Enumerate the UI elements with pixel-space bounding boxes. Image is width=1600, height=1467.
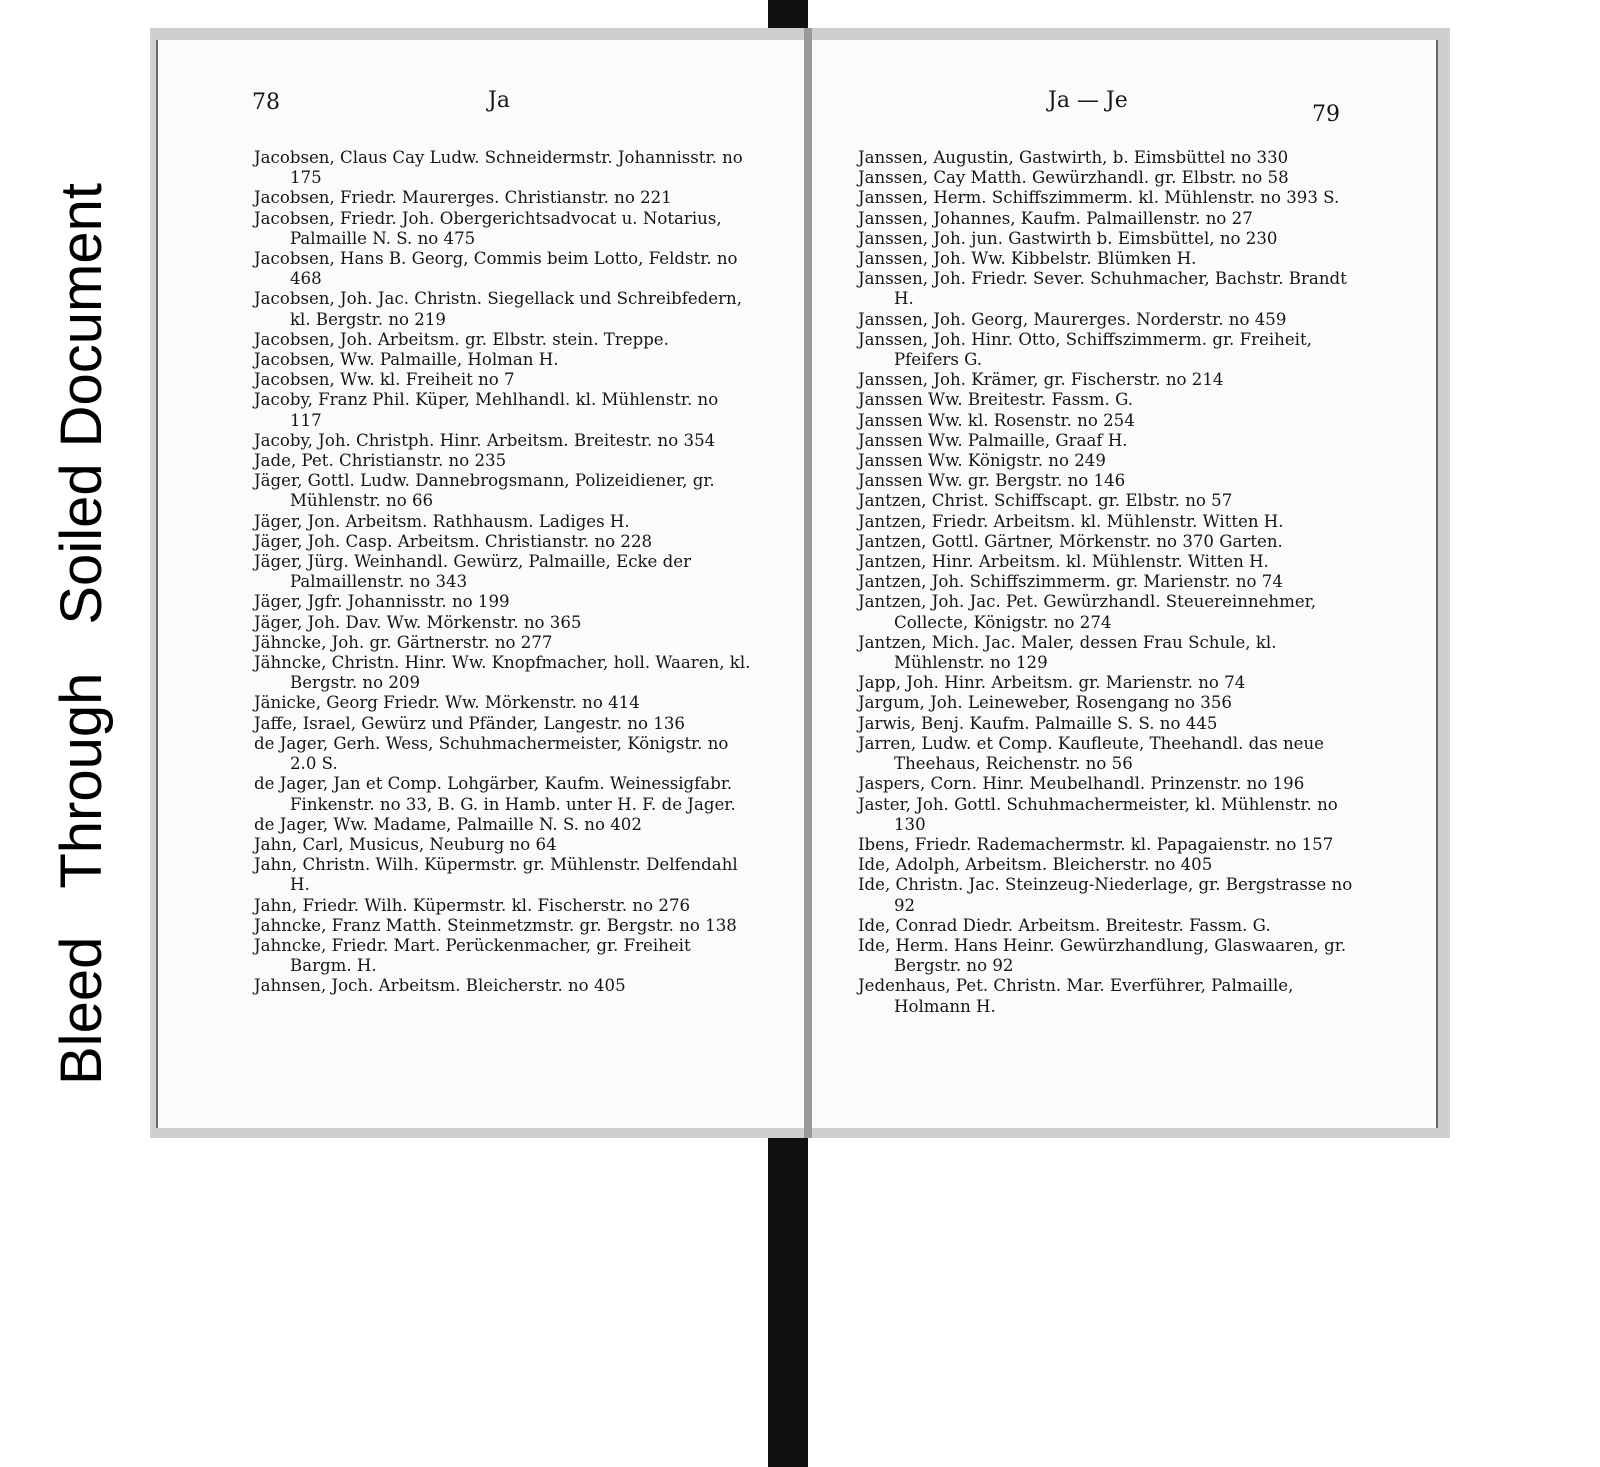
directory-entry: Janssen, Joh. Georg, Maurerges. Norderstr. no 459: [858, 309, 1287, 329]
directory-entry: de Jager, Gerh. Wess, Schuhmachermeister, Königstr. no 2.0 S.: [254, 733, 729, 774]
directory-entry: Janssen Ww. Breitestr. Fassm. G.: [858, 390, 1134, 410]
directory-entry: Jacobsen, Joh. Arbeitsm. gr. Elbstr. stein. Treppe.: [254, 329, 669, 349]
directory-entry: Jacobsen, Hans B. Georg, Commis beim Lotto, Feldstr. no 468: [254, 249, 738, 289]
directory-entry: Jarren, Ludw. et Comp. Kaufleute, Theehandl. das neue Theehaus, Reichenstr. no 56: [858, 733, 1324, 774]
side-label: [49, 85, 114, 1085]
directory-entry: Janssen, Herm. Schiffszimmerm. kl. Mühlenstr. no 393 S.: [858, 188, 1340, 208]
directory-entry: Jacobsen, Ww. Palmaille, Holman H.: [254, 350, 559, 370]
directory-entry: Janssen Ww. kl. Rosenstr. no 254: [858, 410, 1135, 430]
right-page: [812, 40, 1438, 1128]
directory-entry: Jaspers, Corn. Hinr. Meubelhandl. Prinzenstr. no 196: [858, 774, 1305, 794]
directory-entry: Janssen, Augustin, Gastwirth, b. Eimsbüttel no 330: [858, 148, 1289, 167]
page-number: 79: [1312, 102, 1340, 127]
directory-entry: de Jager, Jan et Comp. Lohgärber, Kaufm. Weinessigfabr. Finkenstr. no 33, B. G. in Hamb. unter H. F. de Jager.: [254, 774, 736, 814]
directory-entry: Jäger, Joh. Casp. Arbeitsm. Christianstr. no 228: [254, 531, 653, 551]
directory-entry: Jahn, Christn. Wilh. Küpermstr. gr. Mühlenstr. Delfendahl H.: [254, 855, 738, 895]
directory-entry: Ide, Adolph, Arbeitsm. Bleicherstr. no 405: [858, 855, 1213, 875]
directory-entry: Jähncke, Christn. Hinr. Ww. Knopfmacher, holl. Waaren, kl. Bergstr. no 209: [254, 653, 751, 693]
directory-entry: Jähncke, Joh. gr. Gärtnerstr. no 277: [254, 632, 553, 652]
entry-list: [254, 148, 754, 997]
entry-list: [858, 148, 1358, 1017]
directory-entry: Jacobsen, Friedr. Joh. Obergerichtsadvocat u. Notarius, Palmaille N. S. no 475: [254, 208, 722, 248]
side-label-word: Soiled: [49, 463, 114, 625]
gutter: [804, 28, 812, 1138]
directory-entry: Jantzen, Hinr. Arbeitsm. kl. Mühlenstr. Witten H.: [858, 552, 1269, 572]
directory-entry: Jedenhaus, Pet. Christn. Mar. Everführer, Palmaille, Holmann H.: [858, 976, 1294, 1016]
directory-entry: Jäger, Jon. Arbeitsm. Rathhausm. Ladiges H.: [254, 511, 630, 531]
page-number: 78: [252, 90, 280, 115]
side-label-word: Bleed: [49, 936, 114, 1085]
running-head: Ja: [488, 88, 510, 113]
running-head: Ja — Je: [1048, 88, 1128, 113]
directory-entry: Janssen Ww. Königstr. no 249: [858, 451, 1106, 471]
directory-entry: Janssen, Joh. Krämer, gr. Fischerstr. no 214: [858, 370, 1224, 390]
directory-entry: Jahn, Friedr. Wilh. Küpermstr. kl. Fischerstr. no 276: [254, 895, 691, 915]
directory-entry: Jargum, Joh. Leineweber, Rosengang no 356: [858, 693, 1232, 713]
directory-entry: Janssen, Joh. Ww. Kibbelstr. Blümken H.: [858, 249, 1197, 269]
side-label-word: Document: [49, 183, 114, 448]
directory-entry: Jahncke, Franz Matth. Steinmetzmstr. gr. Bergstr. no 138: [254, 915, 737, 935]
directory-entry: Jacoby, Joh. Christph. Hinr. Arbeitsm. Breitestr. no 354: [254, 430, 716, 450]
open-book: [150, 28, 1450, 1138]
binding-strip-top: [768, 0, 808, 30]
directory-entry: Jahnsen, Joch. Arbeitsm. Bleicherstr. no 405: [254, 976, 626, 996]
directory-entry: Jantzen, Joh. Jac. Pet. Gewürzhandl. Steuereinnehmer, Collecte, Königstr. no 274: [858, 592, 1317, 632]
directory-entry: Jantzen, Christ. Schiffscapt. gr. Elbstr. no 57: [858, 491, 1233, 511]
directory-entry: Jantzen, Friedr. Arbeitsm. kl. Mühlenstr. Witten H.: [858, 511, 1284, 531]
directory-entry: Jarwis, Benj. Kaufm. Palmaille S. S. no 445: [858, 713, 1218, 733]
directory-entry: Janssen Ww. Palmaille, Graaf H.: [858, 430, 1128, 450]
directory-entry: Ide, Conrad Diedr. Arbeitsm. Breitestr. Fassm. G.: [858, 915, 1271, 935]
directory-entry: Jantzen, Joh. Schiffszimmerm. gr. Marienstr. no 74: [858, 572, 1283, 592]
side-label-word: Through: [49, 672, 114, 889]
directory-entry: Jacobsen, Ww. kl. Freiheit no 7: [254, 370, 515, 390]
binding-strip-bottom: [768, 1138, 808, 1467]
directory-entry: Janssen, Cay Matth. Gewürzhandl. gr. Elbstr. no 58: [858, 168, 1289, 188]
directory-entry: de Jager, Ww. Madame, Palmaille N. S. no 402: [254, 814, 642, 834]
directory-entry: Jaster, Joh. Gottl. Schuhmachermeister, kl. Mühlenstr. no 130: [858, 794, 1338, 834]
directory-entry: Jahn, Carl, Musicus, Neuburg no 64: [254, 834, 557, 854]
directory-entry: Janssen Ww. gr. Bergstr. no 146: [858, 471, 1126, 491]
left-page: [156, 40, 806, 1128]
directory-entry: Jahncke, Friedr. Mart. Perückenmacher, gr. Freiheit Bargm. H.: [254, 935, 691, 976]
directory-entry: Ide, Herm. Hans Heinr. Gewürzhandlung, Glaswaaren, gr. Bergstr. no 92: [858, 935, 1347, 976]
directory-entry: Janssen, Joh. Hinr. Otto, Schiffszimmerm. gr. Freiheit, Pfeifers G.: [858, 329, 1312, 370]
directory-entry: Jacobsen, Joh. Jac. Christn. Siegellack und Schreibfedern, kl. Bergstr. no 219: [254, 289, 743, 329]
directory-entry: Jäger, Joh. Dav. Ww. Mörkenstr. no 365: [254, 612, 582, 632]
directory-entry: Jäger, Gottl. Ludw. Dannebrogsmann, Polizeidiener, gr. Mühlenstr. no 66: [254, 471, 715, 511]
directory-entry: Jänicke, Georg Friedr. Ww. Mörkenstr. no 414: [254, 693, 640, 713]
directory-entry: Jantzen, Mich. Jac. Maler, dessen Frau Schule, kl. Mühlenstr. no 129: [858, 632, 1277, 673]
directory-entry: Jäger, Jürg. Weinhandl. Gewürz, Palmaille, Ecke der Palmaillenstr. no 343: [254, 552, 692, 592]
directory-entry: Jacoby, Franz Phil. Küper, Mehlhandl. kl. Mühlenstr. no 117: [254, 390, 719, 430]
directory-entry: Jacobsen, Claus Cay Ludw. Schneidermstr. Johannisstr. no 175: [254, 148, 743, 188]
directory-entry: Jaffe, Israel, Gewürz und Pfänder, Langestr. no 136: [254, 713, 685, 733]
directory-entry: Jantzen, Gottl. Gärtner, Mörkenstr. no 370 Garten.: [858, 531, 1283, 551]
directory-entry: Janssen, Joh. jun. Gastwirth b. Eimsbüttel, no 230: [858, 228, 1278, 248]
directory-entry: Janssen, Joh. Friedr. Sever. Schuhmacher, Bachstr. Brandt H.: [858, 269, 1347, 309]
directory-entry: Jade, Pet. Christianstr. no 235: [254, 451, 507, 471]
directory-entry: Ide, Christn. Jac. Steinzeug-Niederlage, gr. Bergstrasse no 92: [858, 875, 1353, 915]
directory-entry: Ibens, Friedr. Rademachermstr. kl. Papagaienstr. no 157: [858, 834, 1334, 854]
directory-entry: Jacobsen, Friedr. Maurerges. Christianstr. no 221: [254, 188, 672, 208]
directory-entry: Jäger, Jgfr. Johannisstr. no 199: [254, 592, 510, 612]
directory-entry: Janssen, Johannes, Kaufm. Palmaillenstr. no 27: [858, 208, 1253, 228]
directory-entry: Japp, Joh. Hinr. Arbeitsm. gr. Marienstr. no 74: [858, 673, 1246, 693]
